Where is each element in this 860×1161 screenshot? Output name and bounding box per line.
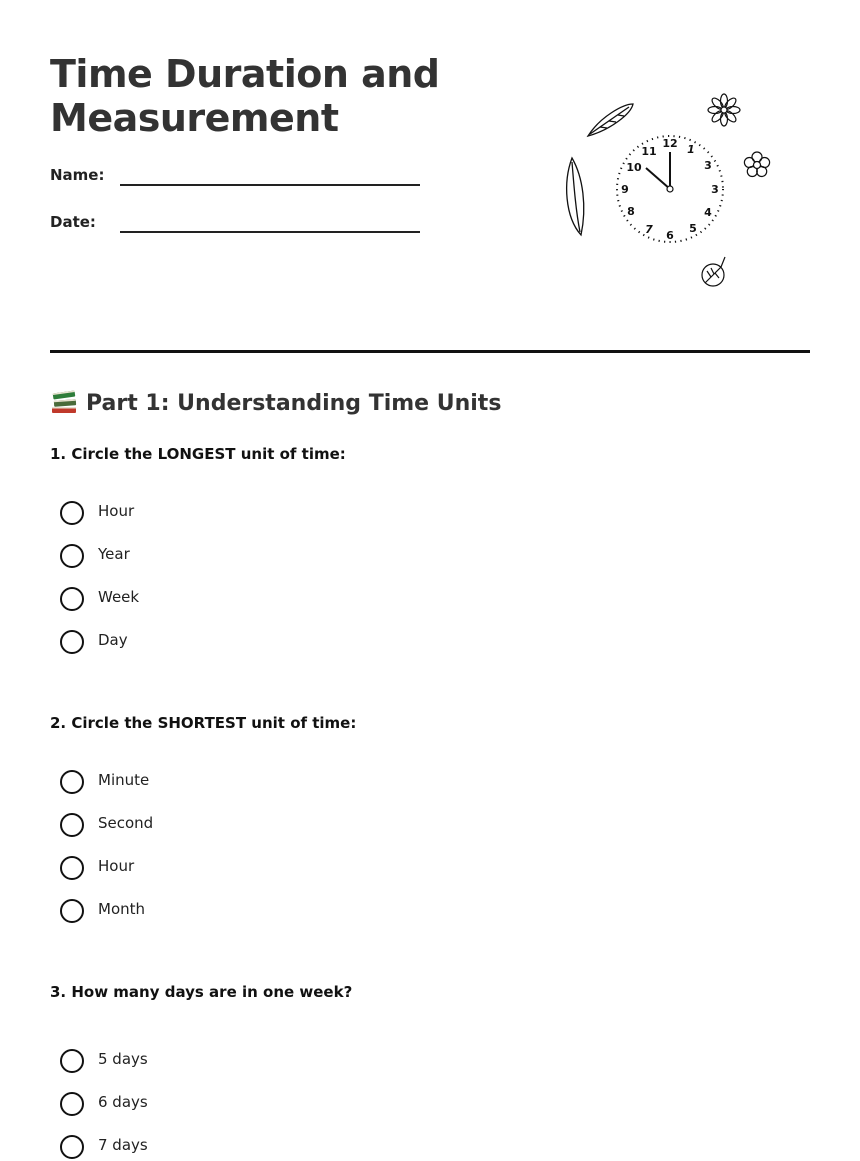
date-line[interactable] — [120, 231, 420, 233]
answer-option[interactable] — [50, 1091, 350, 1134]
svg-text:3: 3 — [704, 159, 712, 172]
svg-text:11: 11 — [641, 145, 657, 158]
flower-icon — [708, 94, 740, 126]
clock-face — [617, 136, 723, 242]
question-text: 3. How many days are in one week? — [50, 983, 353, 1001]
radio-circle-icon[interactable] — [60, 770, 84, 794]
option-label[interactable]: Second — [98, 814, 154, 832]
answer-option[interactable] — [50, 812, 350, 855]
option-label[interactable]: Year — [98, 545, 130, 563]
date-field[interactable] — [50, 213, 420, 243]
answer-options — [50, 500, 350, 672]
svg-text:8: 8 — [627, 205, 635, 218]
svg-text:1: 1 — [687, 143, 695, 156]
feather-icon — [588, 104, 633, 136]
radio-circle-icon[interactable] — [60, 1049, 84, 1073]
name-label: Name: — [50, 166, 105, 184]
radio-circle-icon[interactable] — [60, 856, 84, 880]
svg-text:9: 9 — [621, 183, 629, 196]
leaf-icon — [567, 158, 584, 235]
answer-options — [50, 1048, 350, 1161]
svg-text:6: 6 — [666, 229, 674, 242]
question-2 — [50, 713, 810, 918]
svg-text:3: 3 — [711, 183, 719, 196]
name-field[interactable] — [50, 166, 420, 196]
clock-illustration — [555, 92, 780, 297]
option-label[interactable]: 6 days — [98, 1093, 148, 1111]
books-icon — [50, 388, 78, 414]
svg-text:7: 7 — [645, 223, 653, 236]
answer-option[interactable] — [50, 855, 350, 898]
radio-circle-icon[interactable] — [60, 630, 84, 654]
radio-circle-icon[interactable] — [60, 1092, 84, 1116]
question-text: 2. Circle the SHORTEST unit of time: — [50, 714, 357, 732]
radio-circle-icon[interactable] — [60, 544, 84, 568]
answer-option[interactable] — [50, 769, 350, 812]
svg-text:4: 4 — [704, 206, 712, 219]
answer-option[interactable] — [50, 1048, 350, 1091]
answer-option[interactable] — [50, 629, 350, 672]
radio-circle-icon[interactable] — [60, 501, 84, 525]
question-text: 1. Circle the LONGEST unit of time: — [50, 445, 346, 463]
svg-text:12: 12 — [662, 137, 678, 150]
option-label[interactable]: 7 days — [98, 1136, 148, 1154]
radio-circle-icon[interactable] — [60, 587, 84, 611]
svg-text:10: 10 — [626, 161, 642, 174]
option-label[interactable]: Month — [98, 900, 146, 918]
clock-icon — [555, 92, 780, 297]
flower-icon — [744, 152, 769, 177]
svg-text:5: 5 — [689, 222, 697, 235]
question-3 — [50, 982, 810, 1154]
option-label[interactable]: Hour — [98, 502, 135, 520]
hour-hand — [646, 168, 670, 189]
radio-circle-icon[interactable] — [60, 1135, 84, 1159]
answer-options — [50, 769, 350, 941]
part1-title: Part 1: Understanding Time Units — [86, 391, 502, 416]
option-label[interactable]: 5 days — [98, 1050, 148, 1068]
name-line[interactable] — [120, 184, 420, 186]
option-label[interactable]: Hour — [98, 857, 135, 875]
section-divider — [50, 350, 810, 353]
radio-circle-icon[interactable] — [60, 899, 84, 923]
option-label[interactable]: Day — [98, 631, 128, 649]
date-label: Date: — [50, 213, 96, 231]
answer-option[interactable] — [50, 1134, 350, 1161]
worksheet-title: Time Duration and Measurement — [50, 52, 440, 140]
answer-option[interactable] — [50, 500, 350, 543]
leaf-icon — [702, 257, 725, 286]
answer-option[interactable] — [50, 898, 350, 941]
radio-circle-icon[interactable] — [60, 813, 84, 837]
option-label[interactable]: Week — [98, 588, 140, 606]
option-label[interactable]: Minute — [98, 771, 150, 789]
answer-option[interactable] — [50, 586, 350, 629]
answer-option[interactable] — [50, 543, 350, 586]
part1-heading — [50, 388, 501, 419]
question-1 — [50, 444, 810, 649]
